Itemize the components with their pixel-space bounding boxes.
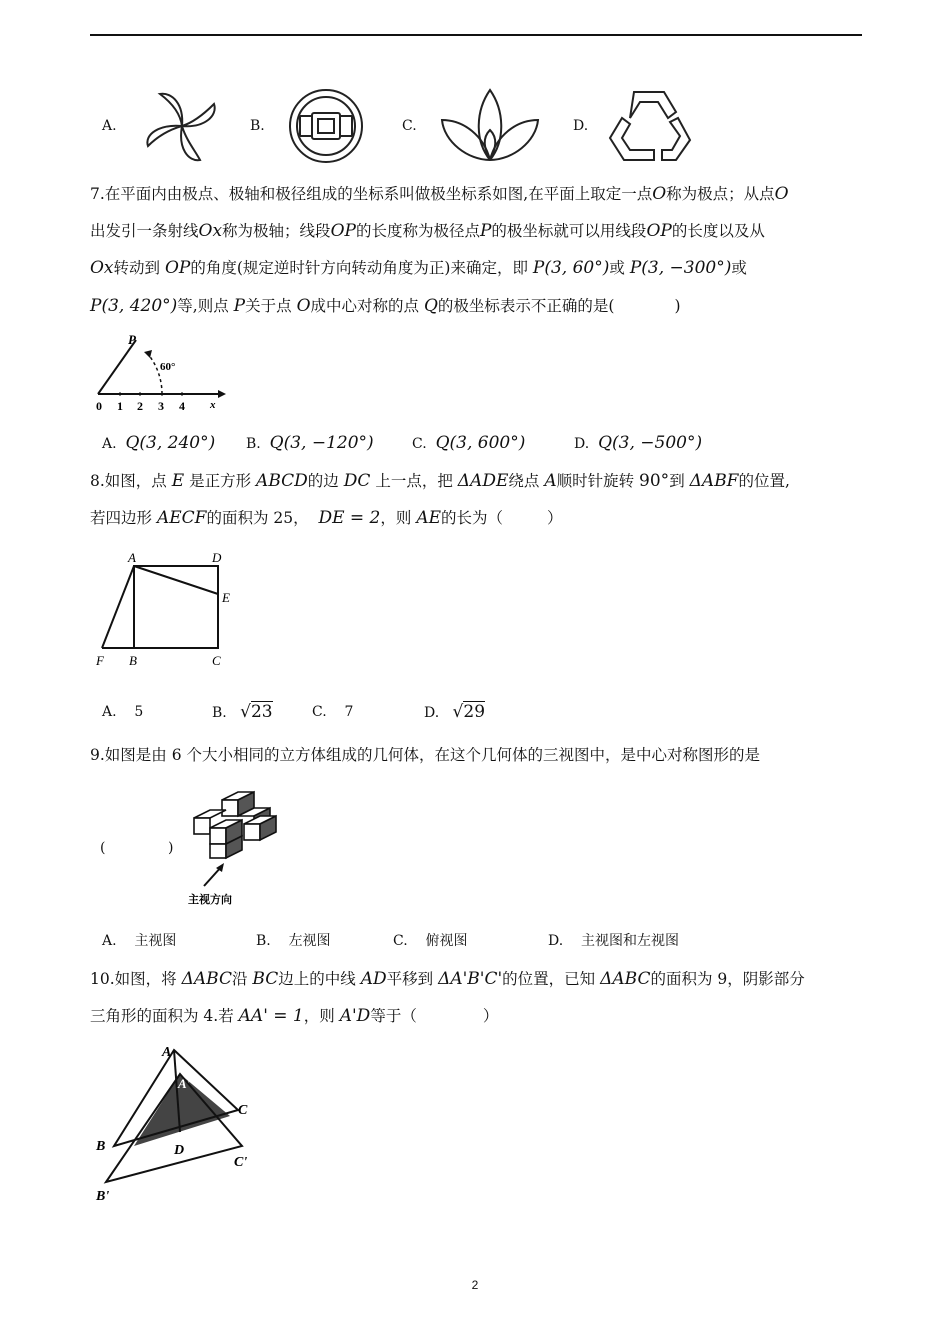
q9-option-c[interactable]: [393, 931, 467, 951]
math-E: E: [171, 471, 185, 491]
q8-text-1a: 8.如图，点: [90, 472, 167, 490]
q7-option-b-value: Q(3, −120°): [269, 433, 374, 453]
q8-option-a[interactable]: [102, 702, 143, 722]
q7-line-4: [90, 296, 681, 316]
q7-text-4c: 成中心对称的点: [310, 297, 420, 315]
q10-text-2c: 等于（: [370, 1007, 417, 1025]
q8-option-b-label: B.: [212, 705, 227, 721]
q10-text-1f: 的面积为 9，阴影部分: [650, 970, 805, 988]
q8-text-1e: 绕点: [508, 472, 540, 490]
label-angle: 60°: [160, 361, 176, 373]
math-O: O: [652, 184, 667, 204]
view-direction-caption: 主视方向: [188, 894, 232, 906]
math-DE-2: DE = 2: [318, 508, 381, 528]
q8-option-a-label: A.: [102, 704, 117, 720]
sqrt-icon: √: [240, 702, 251, 722]
tick-label-0: 0: [96, 399, 102, 412]
square-rotation-figure: [92, 548, 242, 672]
q7-text-3b: 的角度(规定逆时针方向转动角度为正)来确定，即: [190, 259, 528, 277]
axis-arrow-icon: [218, 390, 226, 398]
math-ABC: ΔABC: [181, 969, 232, 989]
math-BC: BC: [252, 969, 279, 989]
math-Q: Q: [423, 296, 438, 316]
q6-option-d-label[interactable]: D.: [573, 118, 589, 134]
q8-option-d-value: 29: [463, 702, 486, 722]
q7-text-1: 7.在平面内由极点、极轴和极径组成的坐标系叫做极坐标系如图,在平面上取定一点: [90, 185, 653, 203]
math-expr-1: P(3, 60°): [532, 258, 610, 278]
coin-figure: [286, 86, 366, 166]
label-D: D: [212, 550, 222, 565]
segment-AE: [134, 566, 218, 594]
q10-text-2b: ，则: [303, 1007, 335, 1025]
q10-text-1b: 沿: [231, 970, 248, 988]
q9-option-a[interactable]: [102, 931, 176, 951]
math-O: O: [774, 184, 789, 204]
q8-option-c-value: 7: [344, 704, 354, 720]
q6-option-c-label[interactable]: C.: [402, 118, 417, 134]
math-AD: AD: [360, 969, 387, 989]
math-OP: OP: [164, 258, 191, 278]
q7-option-c-value: Q(3, 600°): [435, 433, 526, 453]
math-AA1: AA' = 1: [238, 1006, 304, 1026]
math-Ox: Ox: [198, 221, 223, 241]
q8-text-2c: ，则: [380, 509, 412, 527]
square-ABCD: [134, 566, 218, 648]
label-Ap: A': [178, 1076, 191, 1091]
q8-option-c[interactable]: [312, 702, 353, 722]
q10-line-2: [90, 1006, 498, 1026]
q6-option-a-label[interactable]: A.: [102, 118, 117, 134]
header-rule: [90, 34, 862, 36]
q7-text-2c: 的长度称为极径点: [355, 222, 480, 240]
q7-close: ): [674, 297, 681, 315]
q8-text-2b: 的面积为 25，: [206, 509, 309, 527]
q10-text-2a: 三角形的面积为 4.若: [90, 1007, 234, 1025]
q7-line-2: [90, 221, 765, 241]
math-P: P: [233, 296, 246, 316]
cube-solid-figure: [186, 788, 288, 908]
q8-option-a-value: 5: [134, 704, 144, 720]
q7-text-4b: 关于点: [245, 297, 292, 315]
tick-label-2: 2: [137, 399, 143, 412]
label-x: x: [210, 399, 216, 411]
q6-option-b-label[interactable]: B.: [250, 118, 265, 134]
q8-line-1: [90, 471, 790, 491]
math-Ox: Ox: [90, 258, 114, 278]
polar-coordinate-figure: [90, 330, 230, 412]
math-ABF: ΔABF: [689, 471, 739, 491]
q10-text-1e: 的位置，已知: [502, 970, 596, 988]
label-B: B: [129, 653, 137, 668]
q10-close: ）: [482, 1007, 499, 1025]
tick-label-4: 4: [179, 399, 185, 412]
q9-option-b[interactable]: [256, 931, 331, 951]
q8-text-1g: 到: [669, 472, 685, 490]
math-OP: OP: [646, 221, 672, 241]
q7-option-a-value: Q(3, 240°): [125, 433, 216, 453]
q9-option-c-value: 俯视图: [425, 933, 468, 949]
math-expr-2: P(3, −300°): [629, 258, 732, 278]
math-AECF: AECF: [156, 508, 207, 528]
q10-text-1d: 平移到: [386, 970, 434, 988]
q7-or: 或: [731, 259, 747, 277]
q7-or: 或: [609, 259, 625, 277]
q7-option-c[interactable]: [412, 433, 525, 454]
q8-text-1b: 是正方形: [189, 472, 252, 490]
sqrt-icon: √: [452, 702, 464, 722]
q9-option-a-value: 主视图: [134, 933, 177, 949]
math-AE: AE: [416, 508, 442, 528]
pinwheel-figure: [140, 86, 224, 166]
q9-option-d-label: D.: [548, 933, 564, 949]
label-A: A: [162, 1045, 172, 1060]
q8-close: ）: [547, 509, 563, 527]
q8-text-1h: 的位置,: [738, 472, 790, 490]
q9-option-a-label: A.: [102, 933, 117, 949]
label-C: C: [238, 1103, 248, 1118]
label-A: A: [128, 550, 136, 565]
lotus-figure: [438, 86, 542, 164]
q8-option-b[interactable]: [212, 702, 273, 723]
label-B: B: [96, 1139, 106, 1154]
page-number: 2: [471, 1278, 479, 1292]
q8-text-1d: 上一点，把: [375, 472, 453, 490]
q7-text-2d: 的极坐标就可以用线段: [491, 222, 647, 240]
q10-line-1: [90, 969, 805, 989]
q7-line-3: [90, 258, 747, 278]
q7-text-3a: 转动到: [113, 259, 161, 277]
math-ApBpCp: ΔA'B'C': [438, 969, 503, 989]
q10-text-1c: 边上的中线: [278, 970, 356, 988]
math-O: O: [296, 296, 311, 316]
math-ADE: ΔADE: [457, 471, 509, 491]
q8-line-2: [90, 508, 563, 528]
q9-option-d[interactable]: [548, 931, 679, 951]
math-90deg: 90°: [639, 471, 670, 491]
angle-arc: [148, 354, 162, 394]
q7-option-d-value: Q(3, −500°): [598, 433, 703, 453]
q7-text-4: 等,则点: [177, 297, 229, 315]
q8-text-2a: 若四边形: [90, 509, 153, 527]
math-DC: DC: [343, 471, 371, 491]
q7-option-d-label: D.: [574, 436, 590, 452]
triangle-translation-figure: [92, 1042, 264, 1206]
recycle-figure: [606, 88, 692, 164]
q9-option-c-label: C.: [393, 933, 408, 949]
math-P: P: [479, 221, 492, 241]
label-F: F: [96, 653, 104, 668]
segment-AF: [102, 566, 134, 648]
q9-paren-close: ): [168, 840, 174, 856]
math-ABCD: ABCD: [256, 471, 308, 491]
q8-option-c-label: C.: [312, 704, 327, 720]
ray-OP: [98, 340, 136, 394]
q7-text-2: 出发引一条射线: [90, 222, 199, 240]
q9-line-1: 9.如图是由 6 个大小相同的立方体组成的几何体，在这个几何体的三视图中，是中心对称图形的是: [90, 746, 761, 764]
q7-line-1: [90, 184, 789, 204]
q8-text-1f: 顺时针旋转: [556, 472, 635, 490]
q7-text-1b: 称为极点；从点: [666, 185, 775, 203]
q10-text-1a: 10.如图，将: [90, 970, 177, 988]
q7-text-4d: 的极坐标表示不正确的是(: [437, 297, 615, 315]
tick-label-1: 1: [117, 399, 123, 412]
label-E: E: [222, 590, 230, 605]
math-ApD: A'D: [339, 1006, 371, 1026]
q9-option-b-value: 左视图: [288, 933, 331, 949]
q8-option-d[interactable]: [424, 702, 485, 723]
q7-option-b-label: B.: [246, 436, 261, 452]
q9-option-b-label: B.: [256, 933, 271, 949]
q8-text-1c: 的边: [307, 472, 339, 490]
math-OP: OP: [330, 221, 356, 241]
q8-text-2d: 的长为（: [441, 509, 504, 527]
arc-arrow-icon: [144, 350, 152, 358]
tick-label-3: 3: [158, 399, 164, 412]
q7-option-b[interactable]: [246, 433, 374, 454]
math-ABC: ΔABC: [600, 969, 651, 989]
label-D: D: [174, 1143, 185, 1158]
label-C: C: [212, 653, 221, 668]
q7-option-c-label: C.: [412, 436, 427, 452]
label-P: P: [128, 332, 136, 347]
math-A: A: [544, 471, 557, 491]
math-expr-3: P(3, 420°): [90, 296, 178, 316]
q7-option-a-label: A.: [102, 436, 117, 452]
label-Cp: C': [234, 1155, 248, 1170]
q7-text-2b: 称为极轴；线段: [222, 222, 331, 240]
q9-option-d-value: 主视图和左视图: [581, 933, 679, 949]
q8-option-b-value: 23: [250, 702, 273, 722]
label-Bp: B': [96, 1189, 110, 1204]
q7-text-2e: 的长度以及从: [671, 222, 765, 240]
q7-option-d[interactable]: [574, 433, 702, 454]
q7-option-a[interactable]: [102, 433, 215, 454]
q8-option-d-label: D.: [424, 705, 440, 721]
q9-paren-open: (: [100, 840, 106, 856]
